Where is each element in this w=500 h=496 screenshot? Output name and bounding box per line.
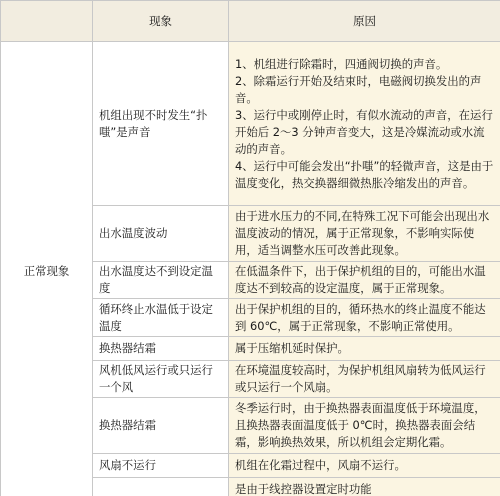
reason-line: 3、运行中或刚停止时，有似水流动的声音，在运行开始后 2～3 分钟声音变大，这是冷媒流动或水流动的声音。: [235, 107, 493, 156]
reason-line: 4、运行中可能会发出“扑嗤”的轻微声音，这是由于温度变化，热交换器细微热胀冷缩发出的声音。: [235, 158, 494, 190]
header-blank: [1, 1, 93, 42]
phenomenon-cell: 换热器结霜: [93, 398, 229, 454]
reason-cell: 机组在化霜过程中，风扇不运行。: [229, 454, 500, 478]
phenomenon-cell: 出水温度达不到设定温度: [93, 262, 229, 299]
header-phenomenon: 现象: [93, 1, 229, 42]
reason-line: 1、机组进行除霜时，四通阀切换的声音。: [235, 56, 448, 71]
phenomenon-cell: 循环终止水温低于设定温度: [93, 299, 229, 337]
phenomenon-cell: 风机低风运行或只运行一个风: [93, 361, 229, 398]
phenomenon-cell: 出水温度波动: [93, 206, 229, 262]
phenomenon-cell: 风扇不运行: [93, 454, 229, 478]
phenomenon-cell: 换热器结霜: [93, 337, 229, 361]
table-row: [1, 42, 500, 206]
reason-cell: 在低温条件下，出于保护机组的目的，可能出水温度达不到较高的设定温度，属于正常现象。: [229, 262, 500, 299]
reason-cell: 出于保护机组的目的，循环热水的终止温度不能达到 60℃，属于正常现象，不影响正常使用。: [229, 299, 500, 337]
reason-line: 2、除霜运行开始及结束时，电磁阀切换发出的声音。: [235, 73, 482, 105]
reason-cell: [229, 42, 500, 206]
phenomenon-cell: 机组出现不时发生“扑嗤”是声音: [93, 42, 229, 206]
header-reason: 原因: [229, 1, 500, 42]
reason-cell: 是由于线控器设置定时功能: [229, 478, 500, 496]
table-header-row: [1, 1, 500, 42]
category-normal: 正常现象: [1, 42, 93, 496]
phenomenon-cell: [93, 478, 229, 496]
reason-cell: 属于压缩机延时保护。: [229, 337, 500, 361]
reason-cell: 冬季运行时，由于换热器表面温度低于环境温度，且换热器表面温度低于 0℃时，换热器表面会结霜，影响换热效果，所以机组会定期化霜。: [229, 398, 500, 454]
reason-cell: 在环境温度较高时，为保护机组风扇转为低风运行或只运行一个风扇。: [229, 361, 500, 398]
reason-cell: 由于进水压力的不同,在特殊工况下可能会出现出水温度波动的情况，属于正常现象，不影响实际使用，适当调整水压可改善此现象。: [229, 206, 500, 262]
